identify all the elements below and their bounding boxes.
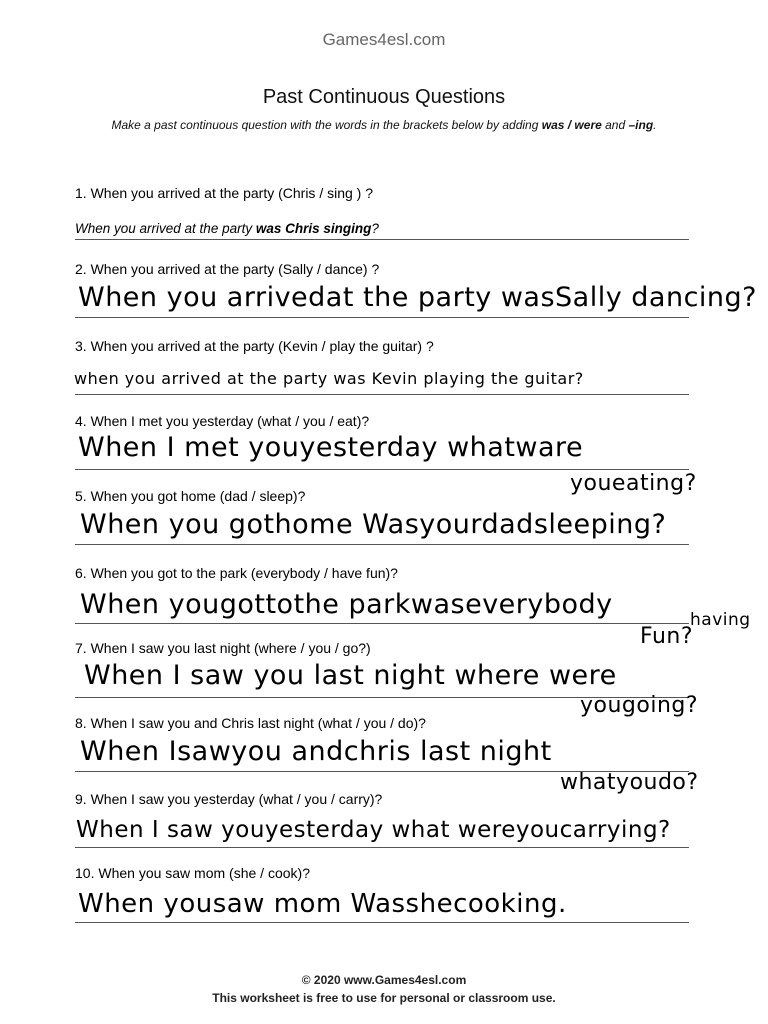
handwritten-answer-5: When you gothome Wasyourdadsleeping? [80, 509, 667, 540]
question-10: 10. When you saw mom (she / cook)? [75, 865, 310, 881]
handwritten-answer-7-cont: yougoing? [580, 693, 699, 718]
example-answer-end: ? [371, 221, 379, 236]
handwritten-answer-10: When yousaw mom Wasshecooking. [78, 889, 567, 919]
question-8: 8. When I saw you and Chris last night (what / you / do)? [75, 715, 426, 731]
footer-copyright: © 2020 www.Games4esl.com [301, 973, 467, 987]
answer-line-4 [75, 469, 689, 470]
handwritten-answer-4: When I met youyesterday whatware [78, 432, 584, 463]
instructions [0, 118, 768, 132]
footer-note: This worksheet is free to use for personal or classroom use. [212, 991, 556, 1005]
handwritten-answer-6-side: having [690, 610, 751, 630]
handwritten-answer-3: when you arrived at the party was Kevin playing the guitar? [74, 369, 584, 388]
question-5: 5. When you got home (dad / sleep)? [75, 488, 306, 504]
example-answer-bold: was Chris singing [255, 221, 372, 236]
handwritten-answer-6-cont: Fun? [640, 624, 694, 649]
answer-line-6 [75, 623, 689, 624]
instructions-bold-was-were: was / were [541, 118, 602, 132]
question-3: 3. When you arrived at the party (Kevin / play the guitar) ? [75, 338, 434, 354]
question-2: 2. When you arrived at the party (Sally / dance) ? [75, 261, 380, 277]
instructions-mid: and [601, 118, 629, 132]
question-6: 6. When you got to the park (everybody / have fun)? [75, 565, 398, 581]
answer-line-3 [75, 394, 689, 395]
example-answer-text: When you arrived at the party [75, 221, 256, 236]
question-4: 4. When I met you yesterday (what / you / eat)? [75, 413, 370, 429]
answer-line-9 [75, 847, 689, 848]
handwritten-answer-4-cont: youeating? [570, 471, 697, 496]
handwritten-answer-9: When I saw youyesterday what wereyoucarrying? [76, 817, 671, 843]
handwritten-answer-8-cont: whatyoudo? [560, 770, 699, 795]
instructions-bold-ing: –ing [628, 118, 654, 132]
question-7: 7. When I saw you last night (where / you / go?) [75, 640, 371, 656]
question-1: 1. When you arrived at the party (Chris / sing ) ? [75, 185, 374, 201]
instructions-end: . [653, 118, 657, 132]
handwritten-answer-7: When I saw you last night where were [84, 660, 617, 691]
example-answer [75, 221, 379, 236]
handwritten-answer-8: When Isawyou andchris last night [80, 736, 552, 767]
handwritten-answer-2: When you arrivedat the party wasSally dancing? [78, 282, 758, 313]
handwritten-answer-6: When yougottothe parkwaseverybody [80, 589, 613, 620]
site-name: Games4esl.com [322, 30, 446, 49]
answer-line-5 [75, 544, 689, 545]
answer-line-1 [75, 239, 689, 240]
answer-line-10 [75, 922, 689, 923]
worksheet-title: Past Continuous Questions [262, 86, 506, 108]
answer-line-2 [75, 317, 689, 318]
question-9: 9. When I saw you yesterday (what / you / carry)? [75, 791, 383, 807]
instructions-text: Make a past continuous question with the words in the brackets below by adding [111, 118, 542, 132]
